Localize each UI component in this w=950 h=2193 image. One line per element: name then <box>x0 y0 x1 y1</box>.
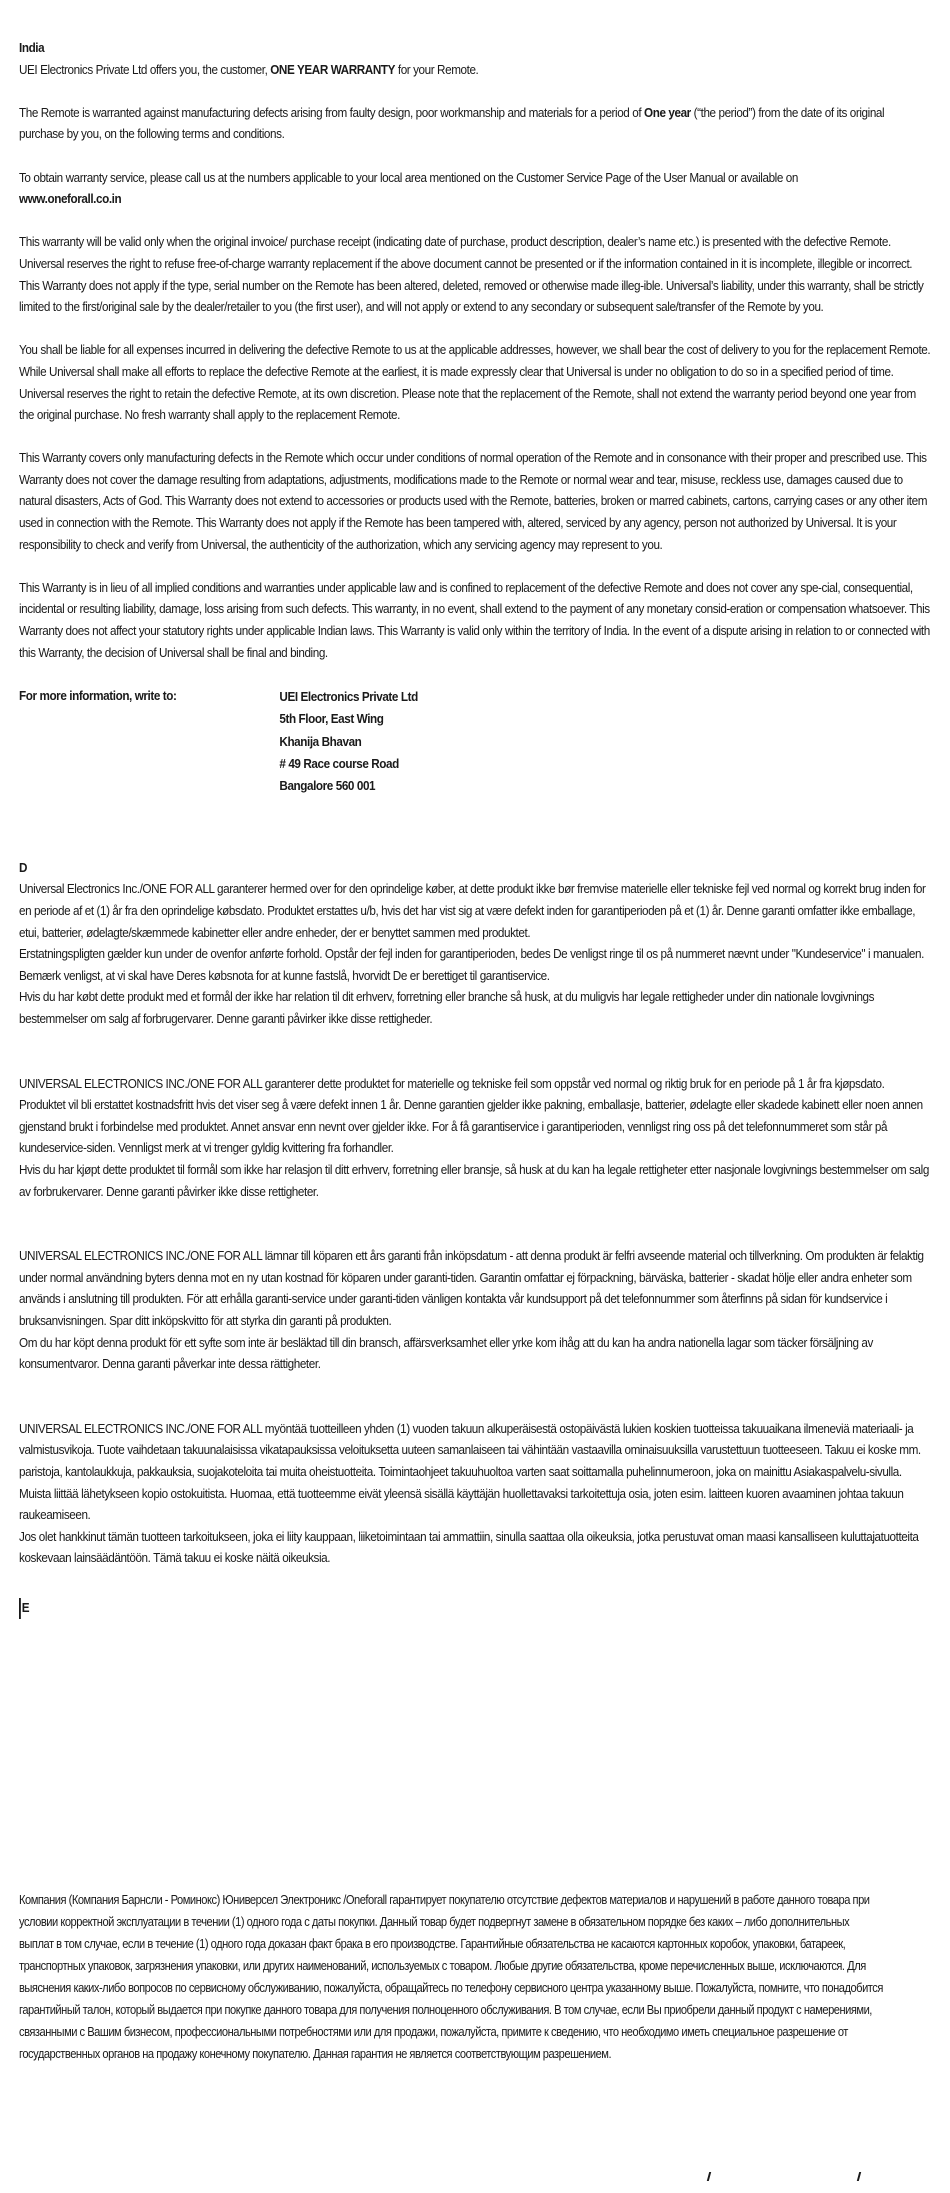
page-crop-marks <box>0 2172 950 2184</box>
finland-paragraph: Jos olet hankkinut tämän tuotteen tarkoitukseen, joka ei liity kauppaan, liiketoimintaan tai ammattiin, sinulla saattaa olla oikeuksia, jotka perustuvat oman maasi kansalliseen kuluttajatuotteita koskevaan lainsäädäntöön. Tämä takuu ei koske näitä oikeuksia. <box>19 1529 919 1566</box>
section-heading-india: India <box>19 41 45 55</box>
warranty-text-column <box>19 38 930 2065</box>
denmark-paragraph: Erstatningspligten gælder kun under de ovenfor anførte forhold. Opstår der fejl inden for garantiperioden, bedes De venligst ringe til os på nummeret nævnt under "Kundeservice" i manualen. Bemærk venligst, at vi skal have Deres købsnota for at kunne fastslå, hvorvidt De er berettiget til garantiservice. <box>19 947 924 983</box>
website-link[interactable]: www.oneforall.co.in <box>19 192 122 207</box>
warranty-page <box>19 38 931 2065</box>
norway-paragraph: Hvis du har kjøpt dette produktet til formål som ikke har relasjon til ditt erhverv, forretning eller bransje, så husk at du kan ha legale rettigheter etter nasjonale lovgivnings bestemmelser om salg av forbrukervarer. Denne garanti påvirker ikke disse rettigheter. <box>19 1162 929 1199</box>
india-paragraph-liability: This Warranty is in lieu of all implied conditions and warranties under applicable law and is confined to replacement of the defective Remote and does not cover any spe-cial, consequential, incidental or resulting liability, damage, loss arising from such defects. This warranty, in no event, shall extend to the payment of any monetary consid-eration or compensation whatsoever. This Warranty does not affect your statutory rights under applicable Indian laws. This Warranty is valid only within the territory of India. In the event of a dispute arising in relation to or connected with this Warranty, the decision of Universal shall be final and binding. <box>19 580 930 660</box>
address-line: Bangalore 560 001 <box>279 779 376 794</box>
finland-paragraph: UNIVERSAL ELECTRONICS INC./ONE FOR ALL myöntää tuotteilleen yhden (1) vuoden takuun alkuperäisestä ostopäivästä lukien koskien tuotteissa takuuaikana ilmeneviä materiaali- ja valmistusvikoja. Tuote vaihdetaan takuunalaisissa vikatapauksissa veloituksetta uuteen samanlaiseen tai vähintään vastaavilla ominaisuuksilla varustettuun tuotteeseen. Takuu ei koske mm. paristoja, kantolaukkuja, pakkauksia, suojakoteloita tai muita oheistuotteita. Toimintaohjeet takuuhuoltoa varten saat soittamalla puhelinnumeroon, joka on mainittu Asiakaspalvelu-sivulla. Muista liittää lähetykseen kopio ostokuitista. Huomaa, että tuotteemme eivät yleensä sisällä käyttäjän huollettavaksi tarkoitettuja osia, joten esim. laitteen kuoren avaaminen johtaa takuun raukeamiseen. <box>19 1421 921 1523</box>
crop-mark <box>707 2172 711 2181</box>
contact-info <box>19 686 930 798</box>
address-line: # 49 Race course Road <box>279 757 399 772</box>
address-line: UEI Electronics Private Ltd <box>279 689 418 704</box>
india-paragraph-period: The Remote is warranted against manufacturing defects arising from faulty design, poor workmanship and materials for a period of One year (“the period”) from the date of its original purchase by you, on the following terms and conditions. <box>19 105 885 142</box>
address-line: Khanija Bhavan <box>279 734 362 749</box>
india-paragraph-expenses: You shall be liable for all expenses incurred in delivering the defective Remote to us at the applicable addresses, however, we shall bear the cost of delivery to you for the replacement Remote. While Universal shall make all efforts to replace the defective Remote at the earliest, it is made expressly clear that Universal is under no obligation to do so in a specified period of time. Universal reserves the right to retain the defective Remote, at its own discretion. Please note that the replacement of the Remote, shall not extend the warranty period beyond one year from the original purchase. No fresh warranty shall apply to the replacement Remote. <box>19 343 931 423</box>
crop-mark <box>857 2172 861 2181</box>
section-letter-e: E <box>19 1598 29 1620</box>
india-paragraph-validity: This warranty will be valid only when the original invoice/ purchase receipt (indicating date of purchase, product description, dealer’s name etc.) is presented with the defective Remote. Universal reserves the right to refuse free-of-charge warranty replacement if the above document cannot be presented or if the information contained in it is incomplete, illegible or incorrect. This Warranty does not apply if the type, serial number on the Remote has been altered, deleted, removed or otherwise made illeg-ible. Universal’s liability, under this warranty, shall be strictly limited to the first/original sale by the dealer/retailer to you (the first user), and will not apply or extend to any secondary or subsequent sale/transfer of the Remote by you. <box>19 235 924 315</box>
norway-paragraph: UNIVERSAL ELECTRONICS INC./ONE FOR ALL garanterer dette produktet for materielle og tekniske feil som oppstår ved normal og riktig bruk for en periode på 1 år fra kjøpsdato. Produktet vil bli erstattet kostnadsfritt hvis det viser seg å være defekt innen 1 år. Denne garantien gjelder ikke pakning, emballasje, batterier, ødelagte eller skadede kabinett eller noen annen gjenstand brukt i forbindelse med produktet. Annet ansvar enn nevnt over gjelder ikke. For å få garantiservice i garantiperioden, vennligst ring oss på det telefonnummeret som står på kundeservice-siden. Vennligst merk at vi trenger gyldig kvittering fra forhandler. <box>19 1076 923 1156</box>
sweden-paragraph: Om du har köpt denna produkt för ett syfte som inte är besläktad till din bransch, affärsverksamhet eller yrke kom ihåg att du kan ha andra nationella lagar som täcker försäljning av konsumentvaror. Denna garanti påverkar inte dessa rättigheter. <box>19 1335 873 1372</box>
address-line: 5th Floor, East Wing <box>279 712 384 727</box>
india-paragraph-coverage: This Warranty covers only manufacturing defects in the Remote which occur under conditions of normal operation of the Remote and in consonance with their proper and prescribed use. This Warranty does not cover the damage resulting from adaptations, adjustments, modifications made to the Remote or normal wear and tear, misuse, reckless use, damages caused due to natural disasters, Acts of God. This Warranty does not extend to accessories or products used with the Remote, batteries, broken or marred cabinets, cartons, carrying cases or any other item used in connection with the Remote. This Warranty does not apply if the Remote has been tampered with, altered, serviced by any agency, person not authorized by Universal. It is your responsibility to check and verify from Universal, the authenticity of the authorization, which any servicing agency may represent to you. <box>19 451 928 552</box>
section-letter-d: D <box>19 860 28 875</box>
contact-label: For more information, write to: <box>19 688 177 703</box>
russia-paragraph: Компания (Компания Барнсли - Роминокс) Юниверсел Электроникс /Oneforall гарантирует покупателю отсутствие дефектов материалов и нарушений в работе данного товара при условии корректной эксплуатации в течении (1) одного года с даты покупки. Данный товар будет подвергнут замене в обязательном порядке без каких – либо дополнительных выплат в том случае, если в течение (1) одного года доказан факт брака в его производстве. Гарантийные обязательства не касаются картонных коробок, упаковки, батареек, транспортных упаковок, загрязнения упаковки, или других наименований, используемых с товаром. Любые другие обязательства, кроме перечисленных выше, исключаются. Для выяснения каких-либо вопросов по сервисному обслуживанию, пожалуйста, обращайтесь по телефону сервисного центра указанному выше. Пожалуйста, помните, что понадобится гарантийный талон, который выдается при покупке данного товара для получения полноценного обслуживания. В том случае, если Вы приобрели данный продукт с намерениями, связанными с Вашим бизнесом, профессиональными потребностями или для продажи, пожалуйста, примите к сведению, что необходимо иметь специальное разрешение от государственных органов на продажу конечному покупателю. Данная гарантия не является соответствующим разрешением. <box>19 1893 883 2062</box>
india-intro: UEI Electronics Private Ltd offers you, the customer, ONE YEAR WARRANTY for your Remote. <box>19 62 479 77</box>
denmark-paragraph: Universal Electronics Inc./ONE FOR ALL garanterer hermed over for den oprindelige køber, at dette produkt ikke bør fremvise materielle eller tekniske fejl ved normal og korrekt brug inden for en periode af et (1) år fra den oprindelige købsdato. Produktet erstattes u/b, hvis det har vist sig at være defekt inden for garantiperioden på et (1) år. Denne garanti omfatter ikke emballage, etui, batterier, ødelagte/skæmmede kabinetter eller andre enheder, der er benyttet sammen med produktet. <box>19 882 926 940</box>
sweden-paragraph: UNIVERSAL ELECTRONICS INC./ONE FOR ALL lämnar till köparen ett års garanti från inköpsdatum - att denna produkt är felfri avseende material och tillverkning. Om produkten är felaktig under normal användning byters denna mot en ny utan kostnad för köparen under garanti-tiden. Garantin omfattar ej förpackning, bärväska, batterier - skadat hölje eller andra enheter som används i anslutning till produkten. För att erhålla garanti-service under garanti-tiden vänligen kontakta vår kundsupport på det telefonnummer som återfinns på sidan för kundservice i bruksanvisningen. Spar ditt inköpskvitto för att styrka din garanti på produkten. <box>19 1249 924 1328</box>
denmark-paragraph: Hvis du har købt dette produkt med et formål der ikke har relation til dit erhverv, forretning eller branche så husk, at du muligvis har legale rettigheder under din nationale lovgivnings bestemmelser om salg af forbrugervarer. Denne garanti påvirker ikke disse rettigheder. <box>19 990 875 1026</box>
india-paragraph-service: To obtain warranty service, please call us at the numbers applicable to your local area mentioned on the Customer Service Page of the User Manual or available on www.oneforall.co.in <box>19 170 798 207</box>
contact-address <box>279 686 417 798</box>
